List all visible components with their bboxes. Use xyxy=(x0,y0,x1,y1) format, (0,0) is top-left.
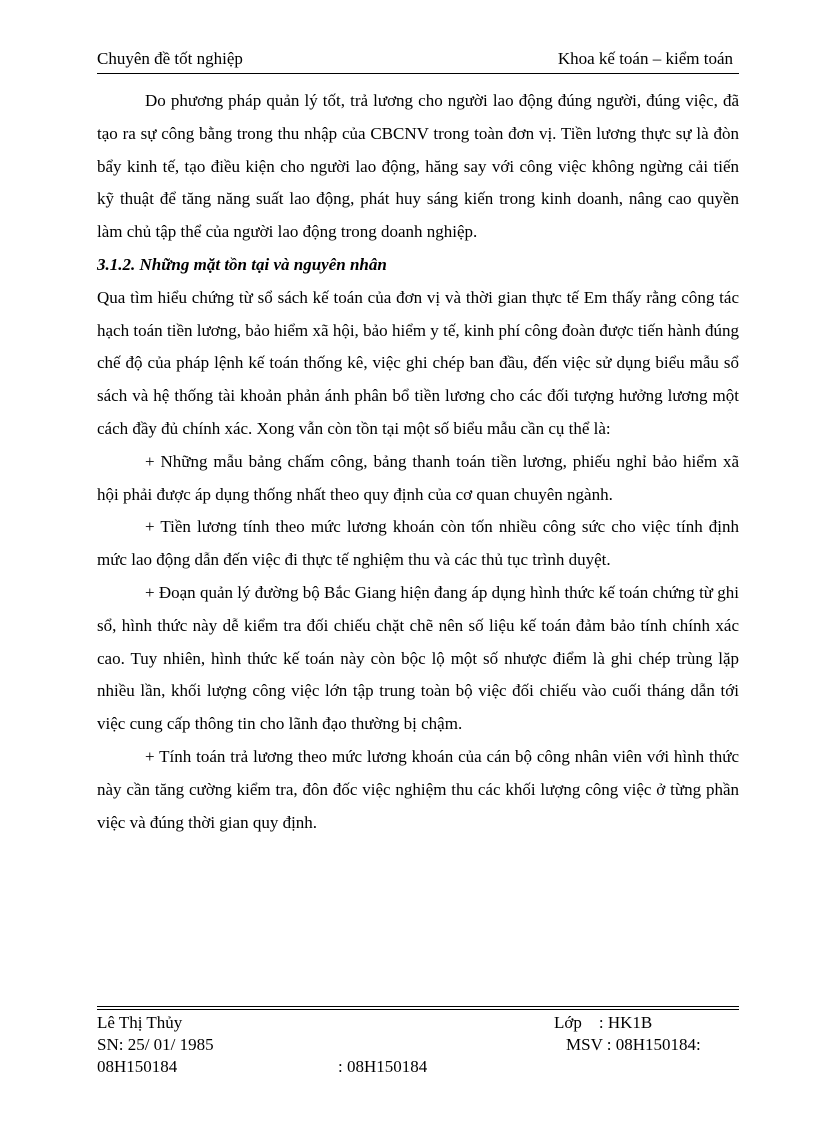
paragraph-bullet-4: + Tính toán trả lương theo mức lương khoán của cán bộ công nhân viên với hình thức này cần tăng cường kiểm tra, đôn đốc việc nghiệm thu các khối lượng công việc ở từng phần việc và đúng thời gian quy định. xyxy=(97,746,739,832)
footer-student-name: Lê Thị Thủy xyxy=(97,1013,183,1032)
header-divider xyxy=(97,73,739,74)
header-right: Khoa kế toán – kiểm toán xyxy=(557,49,733,68)
paragraph-bullet-3: + Đoạn quản lý đường bộ Bắc Giang hiện đang áp dụng hình thức kế toán chứng từ ghi sổ, hình thức này dễ kiểm tra đối chiếu chặt chẽ nên số liệu kế toán đảm bảo tính chính xác cao. Tuy nhiên, hình thức kế toán này còn bộc lộ một số nhược điểm là ghi chép trùng lặp nhiều lần, khối lượng công việc lớn tập trung toàn bộ việc đối chiếu vào cuối tháng dẫn tới việc cung cấp thông tin cho lãnh đạo thường bị chậm. xyxy=(97,582,739,734)
footer-code-center: : 08H150184 xyxy=(338,1057,428,1076)
footer-code-left: 08H150184 xyxy=(97,1057,178,1076)
footer-divider-top xyxy=(97,1006,739,1007)
footer-class: Lớp : HK1B xyxy=(554,1013,653,1032)
footer-divider-bottom xyxy=(97,1009,739,1010)
paragraph-intro: Do phương pháp quản lý tốt, trả lương cho người lao động đúng người, đúng việc, đã tạo ra sự công bằng trong thu nhập của CBCNV trong toàn đơn vị. Tiền lương thực sự là đòn bẩy kinh tế, tạo điều kiện cho người lao động, hăng say với công việc không ngừng cải tiến kỹ thuật để tăng năng suất lao động, phát huy sáng kiến trong kinh doanh, nâng cao quyền làm chủ tập thể của người lao động trong doanh nghiệp. xyxy=(97,91,739,242)
paragraph-bullet-1: + Những mẫu bảng chấm công, bảng thanh toán tiền lương, phiếu nghỉ bảo hiểm xã hội phải được áp dụng thống nhất theo quy định của cơ quan chuyên ngành. xyxy=(97,451,739,504)
header-left: Chuyên đề tốt nghiệp xyxy=(97,49,243,68)
section-heading: 3.1.2. Những mặt tồn tại và nguyên nhân xyxy=(97,254,387,274)
document-body xyxy=(97,85,739,839)
footer-student-id: MSV : 08H150184: xyxy=(566,1035,701,1054)
paragraph-overview: Qua tìm hiểu chứng từ sổ sách kế toán của đơn vị và thời gian thực tế Em thấy rằng công tác hạch toán tiền lương, bảo hiểm xã hội, bảo hiểm y tế, kinh phí công đoàn được tiến hành đúng chế độ của pháp lệnh kế toán thống kê, việc ghi chép ban đầu, đến việc sử dụng biểu mẫu sổ sách và hệ thống tài khoản phản ánh phân bổ tiền lương cho các đối tượng hưởng lương một cách đầy đủ chính xác. Xong vẫn còn tồn tại một số biểu mẫu cần cụ thể là: xyxy=(97,287,739,438)
footer-birthdate: SN: 25/ 01/ 1985 xyxy=(97,1035,214,1054)
paragraph-bullet-2: + Tiền lương tính theo mức lương khoán còn tốn nhiều công sức cho việc tính định mức lao động dẫn đến việc đi thực tế nghiệm thu và các thủ tục trình duyệt. xyxy=(97,517,739,570)
